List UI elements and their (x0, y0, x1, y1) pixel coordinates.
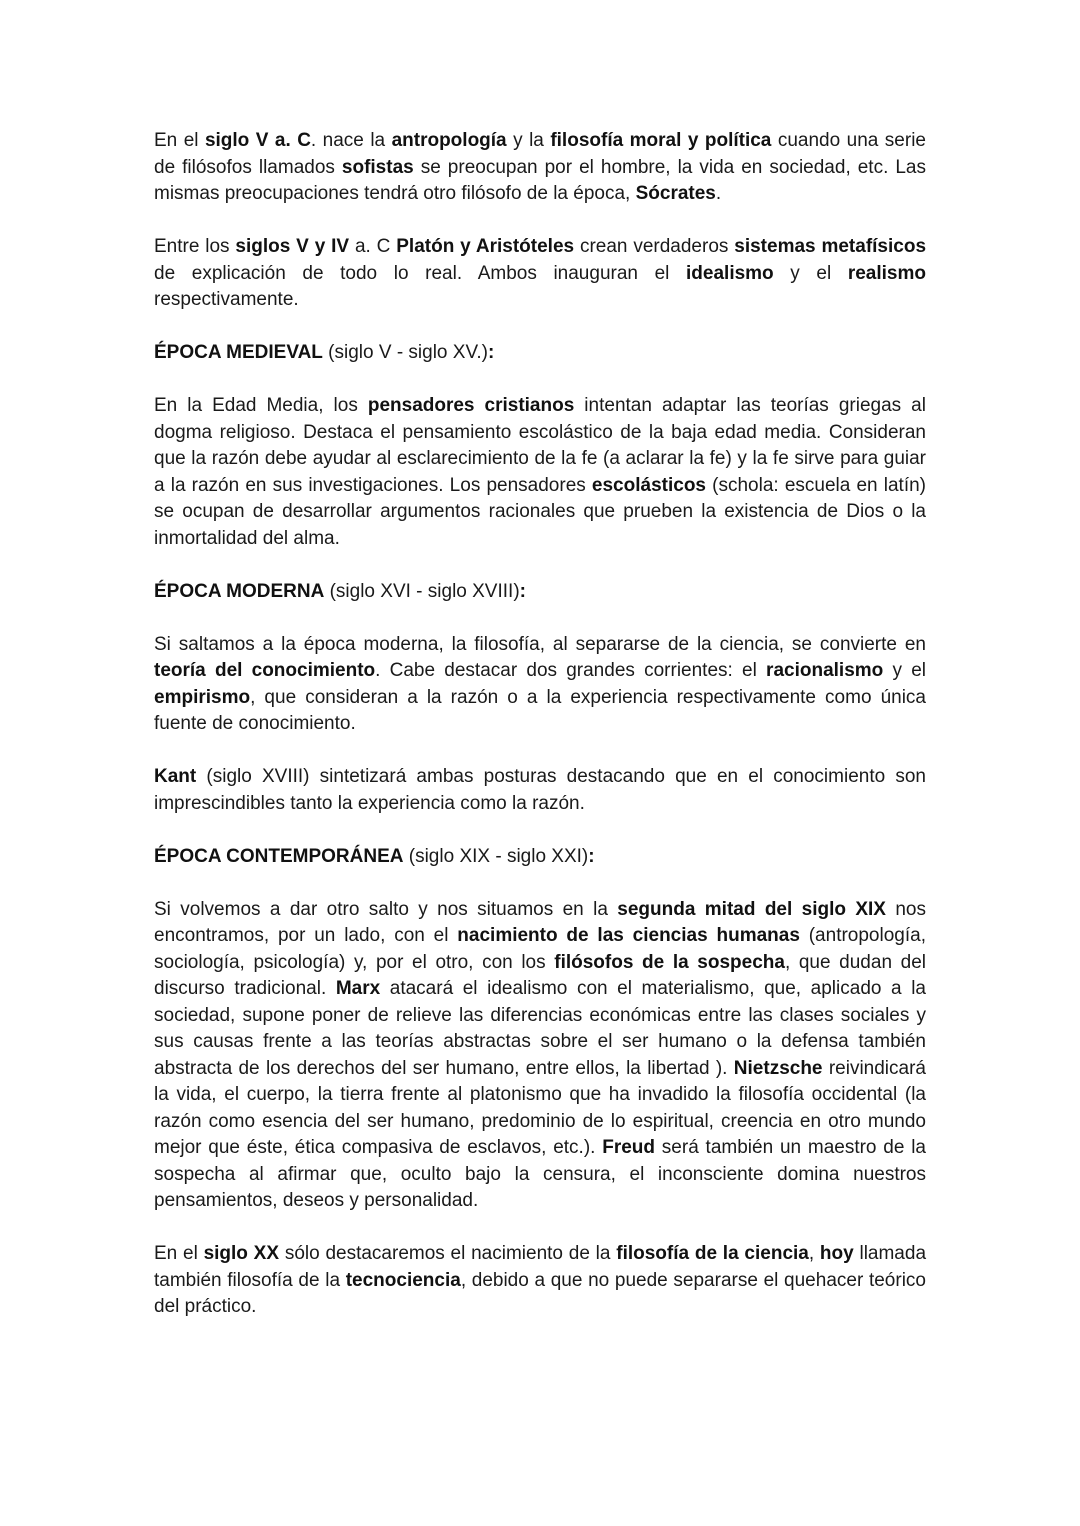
paragraph-sophists: En el siglo V a. C. nace la antropología y la filosofía moral y política cuando una serie de filósofos llamados sofistas se preocupan por el hombre, la vida en sociedad, etc. Las mismas preocupaciones tendrá otro filósofo de la época, Sócrates. (154, 130, 926, 204)
paragraph-modern: Si saltamos a la época moderna, la filosofía, al separarse de la ciencia, se convierte en teoría del conocimiento. Cabe destacar dos grandes corrientes: el racionalismo y el empirismo, que consideran a la razón o a la experiencia respectivamente como única fuente de conocimiento. (154, 633, 926, 734)
paragraph-kant: Kant (siglo XVIII) sintetizará ambas posturas destacando que en el conocimiento son imprescindibles tanto la experiencia como la razón. (154, 766, 926, 814)
heading-contemporary: ÉPOCA CONTEMPORÁNEA (siglo XIX - siglo XXI): (154, 845, 595, 867)
paragraph-medieval: En la Edad Media, los pensadores cristianos intentan adaptar las teorías griegas al dogma religioso. Destaca el pensamiento escolástico de la baja edad media. Consideran que la razón debe ayudar al esclarecimiento de la fe (a aclarar la fe) y la fe sirve para guiar a la razón en sus investigaciones. Los pensadores escolásticos (schola: escuela en latín) se ocupan de desarrollar argumentos racionales que prueben la existencia de Dios o la inmortalidad del alma. (154, 395, 926, 549)
document-page (154, 128, 926, 1347)
heading-modern: ÉPOCA MODERNA (siglo XVI - siglo XVIII): (154, 580, 526, 602)
paragraph-contemporary: Si volvemos a dar otro salto y nos situamos en la segunda mitad del siglo XIX nos encontramos, por un lado, con el nacimiento de las ciencias humanas (antropología, sociología, psicología) y, por el otro, con los filósofos de la sospecha, que dudan del discurso tradicional. Marx atacará el idealismo con el materialismo, que, aplicado a la sociedad, supone poner de relieve las diferencias económicas entre las clases sociales y sus causas frente a las teorías abstractas sobre el ser humano o la defensa también abstracta de los derechos del ser humano, entre ellos, la libertad ). Nietzsche reivindicará la vida, el cuerpo, la tierra frente al platonismo que ha invadido la filosofía occidental (la razón como esencia del ser humano, predominio de lo espiritual, creencia en otro mundo mejor que éste, ética compasiva de esclavos, etc.). Freud será también un maestro de la sospecha al afirmar que, oculto bajo la censura, el inconsciente domina nuestros pensamientos, deseos y personalidad. (154, 898, 926, 1211)
paragraph-twentieth-century: En el siglo XX sólo destacaremos el nacimiento de la filosofía de la ciencia, hoy llamada también filosofía de la tecnociencia, debido a que no puede separarse el quehacer teórico del práctico. (154, 1243, 927, 1317)
heading-medieval: ÉPOCA MEDIEVAL (siglo V - siglo XV.): (154, 342, 495, 363)
paragraph-plato-aristotle: Entre los siglos V y IV a. C Platón y Aristóteles crean verdaderos sistemas metafísicos de explicación de todo lo real. Ambos inauguran el idealismo y el realismo respectivamente. (154, 236, 927, 310)
